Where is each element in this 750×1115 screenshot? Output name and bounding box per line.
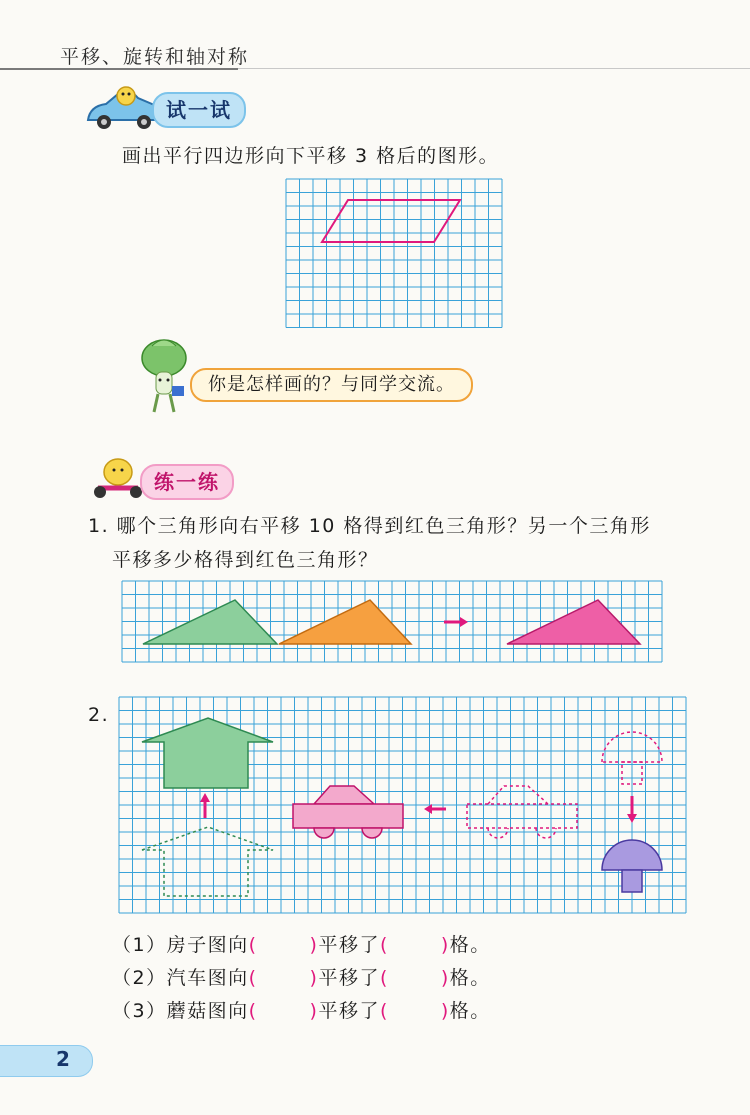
page-number-tab (0, 1045, 93, 1077)
try-it-badge: 试一试 (152, 92, 246, 128)
header-divider (0, 68, 238, 70)
mushroom-solid (602, 840, 662, 892)
discussion-bubble: 你是怎样画的？与同学交流。 (190, 368, 473, 402)
practice-badge: 练一练 (140, 464, 234, 500)
vegetable-mascot-icon (134, 336, 194, 416)
sub-question-2: （2）汽车图向( )平移了( )格。 (112, 967, 491, 989)
arrow-right-icon (444, 617, 468, 627)
header-divider-light (238, 68, 750, 69)
page-header-title: 平移、旋转和轴对称 (60, 46, 250, 68)
question-1-line2: 平移多少格得到红色三角形？ (112, 549, 379, 571)
grid-parallelogram (284, 178, 508, 330)
motorbike-mascot-icon (88, 456, 148, 500)
page-number: 2 (56, 1047, 70, 1071)
car-mascot-icon (82, 84, 162, 132)
grid-triangles (120, 580, 666, 666)
question-2-label: 2. (88, 704, 110, 726)
sub-question-1: （1）房子图向( )平移了( )格。 (112, 934, 491, 956)
sub-question-3: （3）蘑菇图向( )平移了( )格。 (112, 1000, 491, 1022)
grid-shapes (118, 696, 688, 918)
question-1-line1: 1. 哪个三角形向右平移 10 格得到红色三角形？另一个三角形 (88, 515, 651, 537)
try-instruction: 画出平行四边形向下平移 3 格后的图形。 (122, 145, 500, 167)
